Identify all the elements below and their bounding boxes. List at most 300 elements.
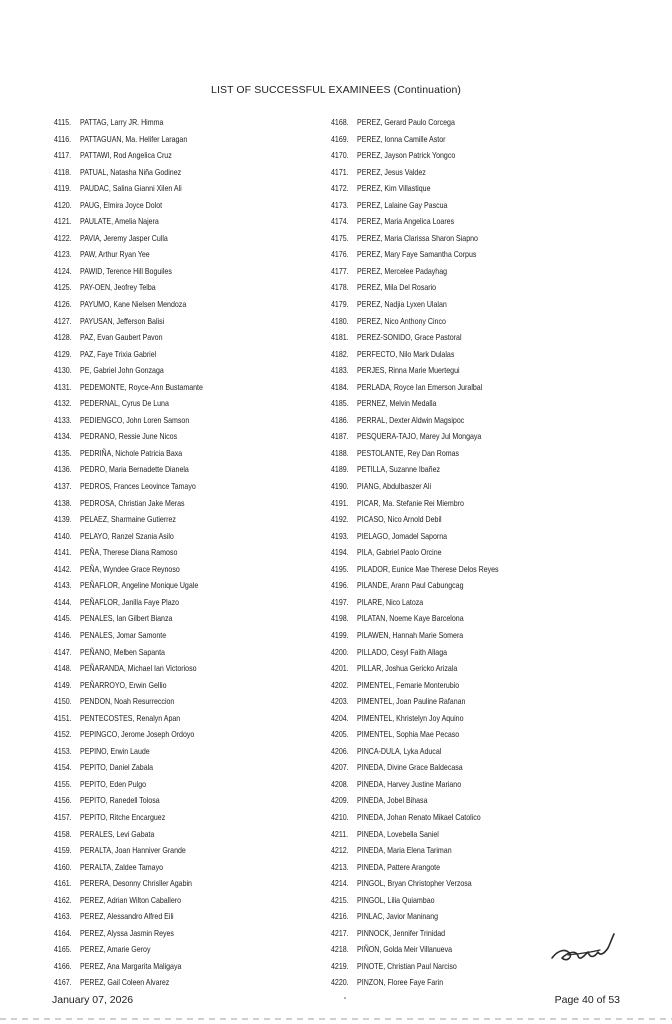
examinee-name: PINEDA, Divine Grace Baldecasa — [357, 763, 463, 773]
examinee-name: PILA, Gabriel Paolo Orcine — [357, 548, 442, 558]
examinee-number: 4175. — [331, 233, 349, 243]
examinee-name: PEDROSA, Christian Jake Meras — [80, 498, 185, 508]
examinee-name: PEREZ, Maria Clarissa Sharon Siapno — [357, 233, 478, 243]
examinee-entry — [54, 280, 203, 297]
examinee-number: 4145. — [54, 614, 72, 624]
examinee-name: PEREZ, Jesus Valdez — [357, 167, 426, 177]
examinee-name: PEREZ, Gail Coleen Alvarez — [80, 978, 170, 988]
examinee-entry — [331, 777, 499, 794]
examinee-entry — [331, 926, 499, 943]
examinee-number: 4207. — [331, 763, 349, 773]
examinee-number: 4118. — [54, 167, 72, 177]
examinee-number: 4115. — [54, 118, 72, 127]
examinee-name: PERNEZ, Melvin Medalla — [357, 399, 437, 409]
examinee-name: PEPITO, Daniel Zabala — [80, 763, 154, 773]
examinee-number: 4210. — [331, 812, 349, 822]
examinee-name: PEREZ, Adrian Wilton Caballero — [80, 895, 182, 905]
examinee-number: 4191. — [331, 498, 349, 508]
examinee-number: 4123. — [54, 250, 72, 260]
examinee-number: 4202. — [331, 680, 349, 690]
examinee-entry — [54, 264, 203, 281]
examinee-entry — [331, 628, 499, 645]
examinee-entry — [331, 694, 499, 711]
examinee-name: PERALTA, Zaldee Tamayo — [80, 862, 164, 872]
examinee-number: 4195. — [331, 564, 349, 574]
examinee-entry — [331, 462, 499, 479]
examinee-entry — [54, 711, 203, 728]
examinee-entry — [54, 893, 203, 910]
examinee-entry — [54, 975, 203, 992]
examinee-number: 4186. — [331, 415, 349, 425]
examinee-entry — [331, 942, 499, 959]
examinee-name: PERERA, Desonny Chrisller Agabin — [80, 879, 192, 889]
examinee-number: 4158. — [54, 829, 72, 839]
examinee-name: PELAYO, Ranzel Szania Asilo — [80, 531, 174, 541]
examinee-entry — [331, 198, 499, 215]
examinee-number: 4192. — [331, 515, 349, 525]
examinee-entry — [331, 959, 499, 976]
examinee-entry — [54, 545, 203, 562]
examinee-name: PEREZ, Ana Margarita Maligaya — [80, 961, 182, 971]
examinee-entry — [54, 678, 203, 695]
examinee-number: 4126. — [54, 300, 72, 310]
examinee-number: 4212. — [331, 846, 349, 856]
examinee-number: 4155. — [54, 779, 72, 789]
footer-page-number: Page 40 of 53 — [554, 994, 620, 1006]
examinee-number: 4132. — [54, 399, 72, 409]
examinee-name: PEREZ, Amarie Geroy — [80, 945, 151, 955]
examinee-name: PEREZ, Kim Villastique — [357, 184, 431, 194]
examinee-number: 4128. — [54, 333, 72, 343]
examinee-name: PEREZ, Alessandro Alfred Eili — [80, 912, 174, 922]
examinee-name: PEDRIÑA, Nichole Patricia Baxa — [80, 448, 183, 458]
examinee-number: 4139. — [54, 515, 72, 525]
examinee-entry — [54, 148, 203, 165]
examinee-name: PENDON, Noah Resurreccion — [80, 697, 175, 707]
examinee-number: 4209. — [331, 796, 349, 806]
examinee-name: PIMENTEL, Femarie Monterubio — [357, 680, 460, 690]
examinee-name: PAW, Arthur Ryan Yee — [80, 250, 150, 260]
examinee-number: 4152. — [54, 730, 72, 740]
examinee-name: PEPITO, Ritche Encarguez — [80, 812, 166, 822]
examinee-entry — [54, 462, 203, 479]
examinee-name: PINOTE, Christian Paul Narciso — [357, 961, 457, 971]
examinee-number: 4201. — [331, 664, 349, 674]
examinee-entry — [54, 843, 203, 860]
examinee-name: PILANDE, Arann Paul Cabungcag — [357, 581, 464, 591]
examinee-name: PAYUSAN, Jefferson Balisi — [80, 316, 165, 326]
examinee-entry — [331, 429, 499, 446]
examinee-entry — [331, 314, 499, 331]
examinee-number: 4157. — [54, 812, 72, 822]
examinee-number: 4211. — [331, 829, 349, 839]
examinee-name: PATTAGUAN, Ma. Helifer Laragan — [80, 134, 188, 144]
examinee-entry — [331, 562, 499, 579]
examinee-name: PEREZ, Mercelee Padayhag — [357, 266, 448, 276]
examinee-entry — [54, 578, 203, 595]
examinee-entry — [331, 711, 499, 728]
examinee-name: PAZ, Evan Gaubert Pavon — [80, 333, 163, 343]
examinee-name: PEREZ, Mila Del Rosario — [357, 283, 437, 293]
footer-date: January 07, 2026 — [52, 994, 134, 1006]
bottom-scan-edge — [0, 1018, 672, 1020]
examinee-entry — [331, 297, 499, 314]
examinee-entry — [54, 198, 203, 215]
examinee-entry — [331, 396, 499, 413]
examinee-number: 4160. — [54, 862, 72, 872]
examinee-entry — [331, 793, 499, 810]
examinee-number: 4219. — [331, 961, 349, 971]
examinee-number: 4168. — [331, 118, 349, 127]
examinee-entry — [331, 264, 499, 281]
examinee-number: 4148. — [54, 664, 72, 674]
examinee-number: 4141. — [54, 548, 72, 558]
examinee-number: 4169. — [331, 134, 349, 144]
examinee-name: PEREZ, Ionna Camille Astor — [357, 134, 446, 144]
examinee-name: PIMENTEL, Khristelyn Joy Aquino — [357, 713, 464, 723]
examinee-number: 4196. — [331, 581, 349, 591]
examinee-entry — [331, 909, 499, 926]
examinee-name: PINNOCK, Jennifer Trinidad — [357, 928, 446, 938]
examinee-entry — [331, 893, 499, 910]
examinee-name: PAUG, Elmira Joyce Dolot — [80, 200, 163, 210]
examinee-number: 4140. — [54, 531, 72, 541]
examinee-name: PINEDA, Pattere Arangote — [357, 862, 441, 872]
examinee-name: PIELAGO, Jomadel Saporna — [357, 531, 448, 541]
examinee-entry — [54, 247, 203, 264]
examinee-number: 4214. — [331, 879, 349, 889]
examinee-name: PEÑA, Therese Diana Ramoso — [80, 548, 178, 558]
examinee-entry — [54, 496, 203, 513]
examinee-entry — [54, 744, 203, 761]
examinee-entry — [331, 810, 499, 827]
examinee-entry — [54, 330, 203, 347]
examinee-name: PINLAC, Javior Maninang — [357, 912, 439, 922]
examinee-name: PEREZ, Mary Faye Samantha Corpus — [357, 250, 477, 260]
examinee-name: PILAWEN, Hannah Marie Somera — [357, 630, 464, 640]
examinee-number: 4190. — [331, 482, 349, 492]
examinee-entry — [331, 975, 499, 992]
examinee-entry — [54, 760, 203, 777]
examinee-name: PAY-OEN, Jeofrey Telba — [80, 283, 156, 293]
examinee-number: 4171. — [331, 167, 349, 177]
examinee-number: 4117. — [54, 151, 72, 161]
examinee-entry — [54, 611, 203, 628]
examinee-number: 4147. — [54, 647, 72, 657]
examinee-name: PILLAR, Joshua Gericko Arizala — [357, 664, 458, 674]
examinee-name: PEDROS, Frances Leovince Tamayo — [80, 482, 196, 492]
examinee-number: 4179. — [331, 300, 349, 310]
examinee-entry — [54, 479, 203, 496]
examinee-entry — [54, 413, 203, 430]
examinee-name: PINEDA, Jobel Bihasa — [357, 796, 428, 806]
examinee-entry — [331, 446, 499, 463]
examinee-entry — [54, 380, 203, 397]
examinee-name: PEREZ-SONIDO, Grace Pastoral — [357, 333, 462, 343]
examinee-entry — [331, 578, 499, 595]
examinee-name: PILLADO, Cesyl Faith Allaga — [357, 647, 448, 657]
examinee-entry — [54, 231, 203, 248]
examinee-number: 4173. — [331, 200, 349, 210]
page-title: LIST OF SUCCESSFUL EXAMINEES (Continuation) — [211, 84, 461, 96]
examinee-entry — [331, 876, 499, 893]
examinee-number: 4159. — [54, 846, 72, 856]
examinee-name: PEÑAFLOR, Janilla Faye Plazo — [80, 597, 180, 607]
examinee-entry — [54, 314, 203, 331]
examinee-entry — [331, 165, 499, 182]
examinee-entry — [331, 214, 499, 231]
examinee-entry — [54, 628, 203, 645]
examinee-number: 4206. — [331, 746, 349, 756]
examinee-entry — [54, 529, 203, 546]
examinee-entry — [54, 297, 203, 314]
examinee-number: 4133. — [54, 415, 72, 425]
examinee-entry — [54, 827, 203, 844]
examinee-name: PINEDA, Harvey Justine Mariano — [357, 779, 462, 789]
examinee-name: PIMENTEL, Joan Pauline Rafanan — [357, 697, 466, 707]
examinee-entry — [54, 926, 203, 943]
examinee-number: 4161. — [54, 879, 72, 889]
examinee-number: 4215. — [331, 895, 349, 905]
examinee-name: PERJES, Rinna Marie Muertegui — [357, 366, 460, 376]
examinee-number: 4163. — [54, 912, 72, 922]
examinee-entry — [331, 843, 499, 860]
examinee-number: 4129. — [54, 349, 72, 359]
examinee-entry — [54, 429, 203, 446]
examinee-entry — [331, 479, 499, 496]
examinee-number: 4135. — [54, 448, 72, 458]
examinee-number: 4203. — [331, 697, 349, 707]
examinee-name: PEÑAFLOR, Angeline Monique Ugale — [80, 581, 199, 591]
examinee-name: PAUDAC, Salina Gianni Xilen Ali — [80, 184, 182, 194]
examinee-entry — [331, 247, 499, 264]
examinee-number: 4200. — [331, 647, 349, 657]
examinee-entry — [331, 661, 499, 678]
examinee-number: 4178. — [331, 283, 349, 293]
examinee-number: 4122. — [54, 233, 72, 243]
examinee-name: PETILLA, Suzanne Ibañez — [357, 465, 441, 475]
examinee-entry — [331, 115, 499, 132]
examinee-number: 4188. — [331, 448, 349, 458]
examinee-entry — [331, 231, 499, 248]
examinee-number: 4144. — [54, 597, 72, 607]
examinee-entry — [54, 727, 203, 744]
examinee-entry — [54, 347, 203, 364]
examinee-name: PATUAL, Natasha Niña Godinez — [80, 167, 182, 177]
examinee-entry — [54, 694, 203, 711]
examinee-number: 4204. — [331, 713, 349, 723]
examinee-number: 4154. — [54, 763, 72, 773]
examinee-name: PESQUERA-TAJO, Marey Jul Mongaya — [357, 432, 482, 442]
examinee-name: PEÑANO, Melben Sapanta — [80, 647, 165, 657]
examinee-number: 4216. — [331, 912, 349, 922]
examinee-entry — [54, 181, 203, 198]
examinee-number: 4183. — [331, 366, 349, 376]
examinee-number: 4162. — [54, 895, 72, 905]
examinee-number: 4151. — [54, 713, 72, 723]
examinee-name: PEPINGCO, Jerome Joseph Ordoyo — [80, 730, 195, 740]
examinee-number: 4165. — [54, 945, 72, 955]
examinee-number: 4185. — [331, 399, 349, 409]
examinee-name: PINZON, Floree Faye Farin — [357, 978, 444, 988]
examinee-list-right — [331, 115, 526, 992]
examinee-name: PILADOR, Eunice Mae Therese Delos Reyes — [357, 564, 499, 574]
examinee-entry — [54, 562, 203, 579]
examinee-number: 4182. — [331, 349, 349, 359]
examinee-entry — [54, 446, 203, 463]
examinee-number: 4149. — [54, 680, 72, 690]
examinee-number: 4213. — [331, 862, 349, 872]
examinee-number: 4176. — [331, 250, 349, 260]
examinee-entry — [331, 744, 499, 761]
examinee-name: PICAR, Ma. Stefanie Rei Miembro — [357, 498, 464, 508]
examinee-entry — [54, 214, 203, 231]
examinee-name: PEPITO, Ranedell Tolosa — [80, 796, 160, 806]
examinee-entry — [331, 181, 499, 198]
examinee-number: 4205. — [331, 730, 349, 740]
examinee-name: PEDEMONTE, Royce-Ann Bustamante — [80, 382, 203, 392]
examinee-name: PINEDA, Johan Renato Mikael Catolico — [357, 812, 481, 822]
examinee-number: 4119. — [54, 184, 72, 194]
examinee-number: 4137. — [54, 482, 72, 492]
examinee-number: 4177. — [331, 266, 349, 276]
examinee-name: PERLADA, Royce Ian Emerson Juralbal — [357, 382, 483, 392]
examinee-entry — [54, 132, 203, 149]
examinee-number: 4153. — [54, 746, 72, 756]
examinee-number: 4138. — [54, 498, 72, 508]
examinee-name: PINEDA, Lovebella Saniel — [357, 829, 439, 839]
examinee-entry — [54, 512, 203, 529]
examinee-number: 4218. — [331, 945, 349, 955]
examinee-name: PERRAL, Dexter Aldwin Magsipoc — [357, 415, 465, 425]
examinee-number: 4136. — [54, 465, 72, 475]
examinee-name: PEREZ, Maria Angelica Loares — [357, 217, 455, 227]
examinee-name: PILATAN, Noeme Kaye Barcelona — [357, 614, 464, 624]
examinee-entry — [54, 793, 203, 810]
examinee-entry — [331, 827, 499, 844]
examinee-number: 4194. — [331, 548, 349, 558]
examinee-name: PIANG, Abdulbaszer Ali — [357, 482, 432, 492]
examinee-name: PESTOLANTE, Rey Dan Romas — [357, 448, 460, 458]
examinee-number: 4156. — [54, 796, 72, 806]
examinee-number: 4143. — [54, 581, 72, 591]
examinee-entry — [331, 595, 499, 612]
examinee-entry — [331, 727, 499, 744]
examinee-number: 4124. — [54, 266, 72, 276]
examinee-name: PEPITO, Eden Pulgo — [80, 779, 147, 789]
examinee-number: 4193. — [331, 531, 349, 541]
examinee-entry — [54, 165, 203, 182]
examinee-name: PEREZ, Nadjia Lyxen Ulalan — [357, 300, 447, 310]
examinee-name: PINEDA, Maria Elena Tariman — [357, 846, 452, 856]
examinee-number: 4120. — [54, 200, 72, 210]
examinee-name: PATTAWI, Rod Angelica Cruz — [80, 151, 172, 161]
examinee-number: 4142. — [54, 564, 72, 574]
examinee-name: PINGOL, Lilia Quiambao — [357, 895, 435, 905]
examinee-number: 4127. — [54, 316, 72, 326]
examinee-entry — [331, 760, 499, 777]
examinee-entry — [54, 363, 203, 380]
examinee-name: PILARE, Nico Latoza — [357, 597, 424, 607]
examinee-entry — [54, 942, 203, 959]
examinee-entry — [54, 595, 203, 612]
examinee-name: PEPINO, Erwin Laude — [80, 746, 150, 756]
examinee-entry — [331, 529, 499, 546]
examinee-name: PEREZ, Lalaine Gay Pascua — [357, 200, 448, 210]
examinee-number: 4184. — [331, 382, 349, 392]
examinee-number: 4174. — [331, 217, 349, 227]
footer-dot — [344, 997, 346, 999]
examinee-number: 4220. — [331, 978, 349, 988]
examinee-name: PAZ, Faye Trixia Gabriel — [80, 349, 157, 359]
examinee-entry — [331, 148, 499, 165]
examinee-number: 4134. — [54, 432, 72, 442]
examinee-entry — [331, 380, 499, 397]
examinee-name: PATTAG, Larry JR. Himma — [80, 118, 164, 127]
examinee-entry — [331, 860, 499, 877]
examinee-name: PEREZ, Gerard Paulo Corcega — [357, 118, 455, 127]
examinee-name: PAULATE, Amelia Najera — [80, 217, 159, 227]
examinee-number: 4217. — [331, 928, 349, 938]
examinee-entry — [54, 810, 203, 827]
examinee-entry — [331, 330, 499, 347]
examinee-name: PEDERNAL, Cyrus De Luna — [80, 399, 169, 409]
examinee-list-left — [54, 115, 227, 992]
examinee-name: PICASO, Nico Arnold Debil — [357, 515, 442, 525]
examinee-entry — [331, 545, 499, 562]
examinee-name: PENALES, Ian Gilbert Bianza — [80, 614, 173, 624]
examinee-number: 4181. — [331, 333, 349, 343]
examinee-name: PERALES, Levi Gabata — [80, 829, 155, 839]
examinee-number: 4164. — [54, 928, 72, 938]
examinee-entry — [54, 396, 203, 413]
examinee-entry — [54, 959, 203, 976]
examinee-number: 4121. — [54, 217, 72, 227]
examinee-entry — [54, 645, 203, 662]
examinee-name: PEÑARROYO, Erwin Gellio — [80, 680, 167, 690]
examinee-name: PELAEZ, Sharmaine Gutierrez — [80, 515, 176, 525]
examinee-name: PEDIENGCO, John Loren Samson — [80, 415, 190, 425]
examinee-name: PAYUMO, Kane Nielsen Mendoza — [80, 300, 187, 310]
examinee-entry — [331, 132, 499, 149]
examinee-name: PEREZ, Nico Anthony Cinco — [357, 316, 446, 326]
examinee-number: 4172. — [331, 184, 349, 194]
examinee-number: 4170. — [331, 151, 349, 161]
examinee-entry — [54, 777, 203, 794]
examinee-number: 4150. — [54, 697, 72, 707]
examinee-name: PAVIA, Jeremy Jasper Culla — [80, 233, 168, 243]
examinee-name: PERALTA, Joan Hanniver Grande — [80, 846, 186, 856]
examinee-name: PIMENTEL, Sophia Mae Pecaso — [357, 730, 460, 740]
examinee-entry — [54, 909, 203, 926]
examinee-name: PE, Gabriel John Gonzaga — [80, 366, 164, 376]
examinee-entry — [331, 678, 499, 695]
examinee-entry — [54, 876, 203, 893]
examinee-name: PINCA-DULA, Lyka Aducal — [357, 746, 442, 756]
examinee-entry — [331, 496, 499, 513]
examinee-number: 4130. — [54, 366, 72, 376]
examinee-name: PIÑON, Golda Meir Villanueva — [357, 945, 453, 955]
signature-mark — [548, 928, 620, 968]
examinee-name: PINGOL, Bryan Christopher Verzosa — [357, 879, 472, 889]
examinee-name: PENALES, Jomar Samonte — [80, 630, 167, 640]
examinee-name: PEÑARANDA, Michael Ian Victorioso — [80, 664, 197, 674]
examinee-name: PENTECOSTES, Renalyn Apan — [80, 713, 181, 723]
examinee-number: 4198. — [331, 614, 349, 624]
examinee-entry — [54, 115, 203, 132]
examinee-number: 4187. — [331, 432, 349, 442]
examinee-entry — [54, 860, 203, 877]
